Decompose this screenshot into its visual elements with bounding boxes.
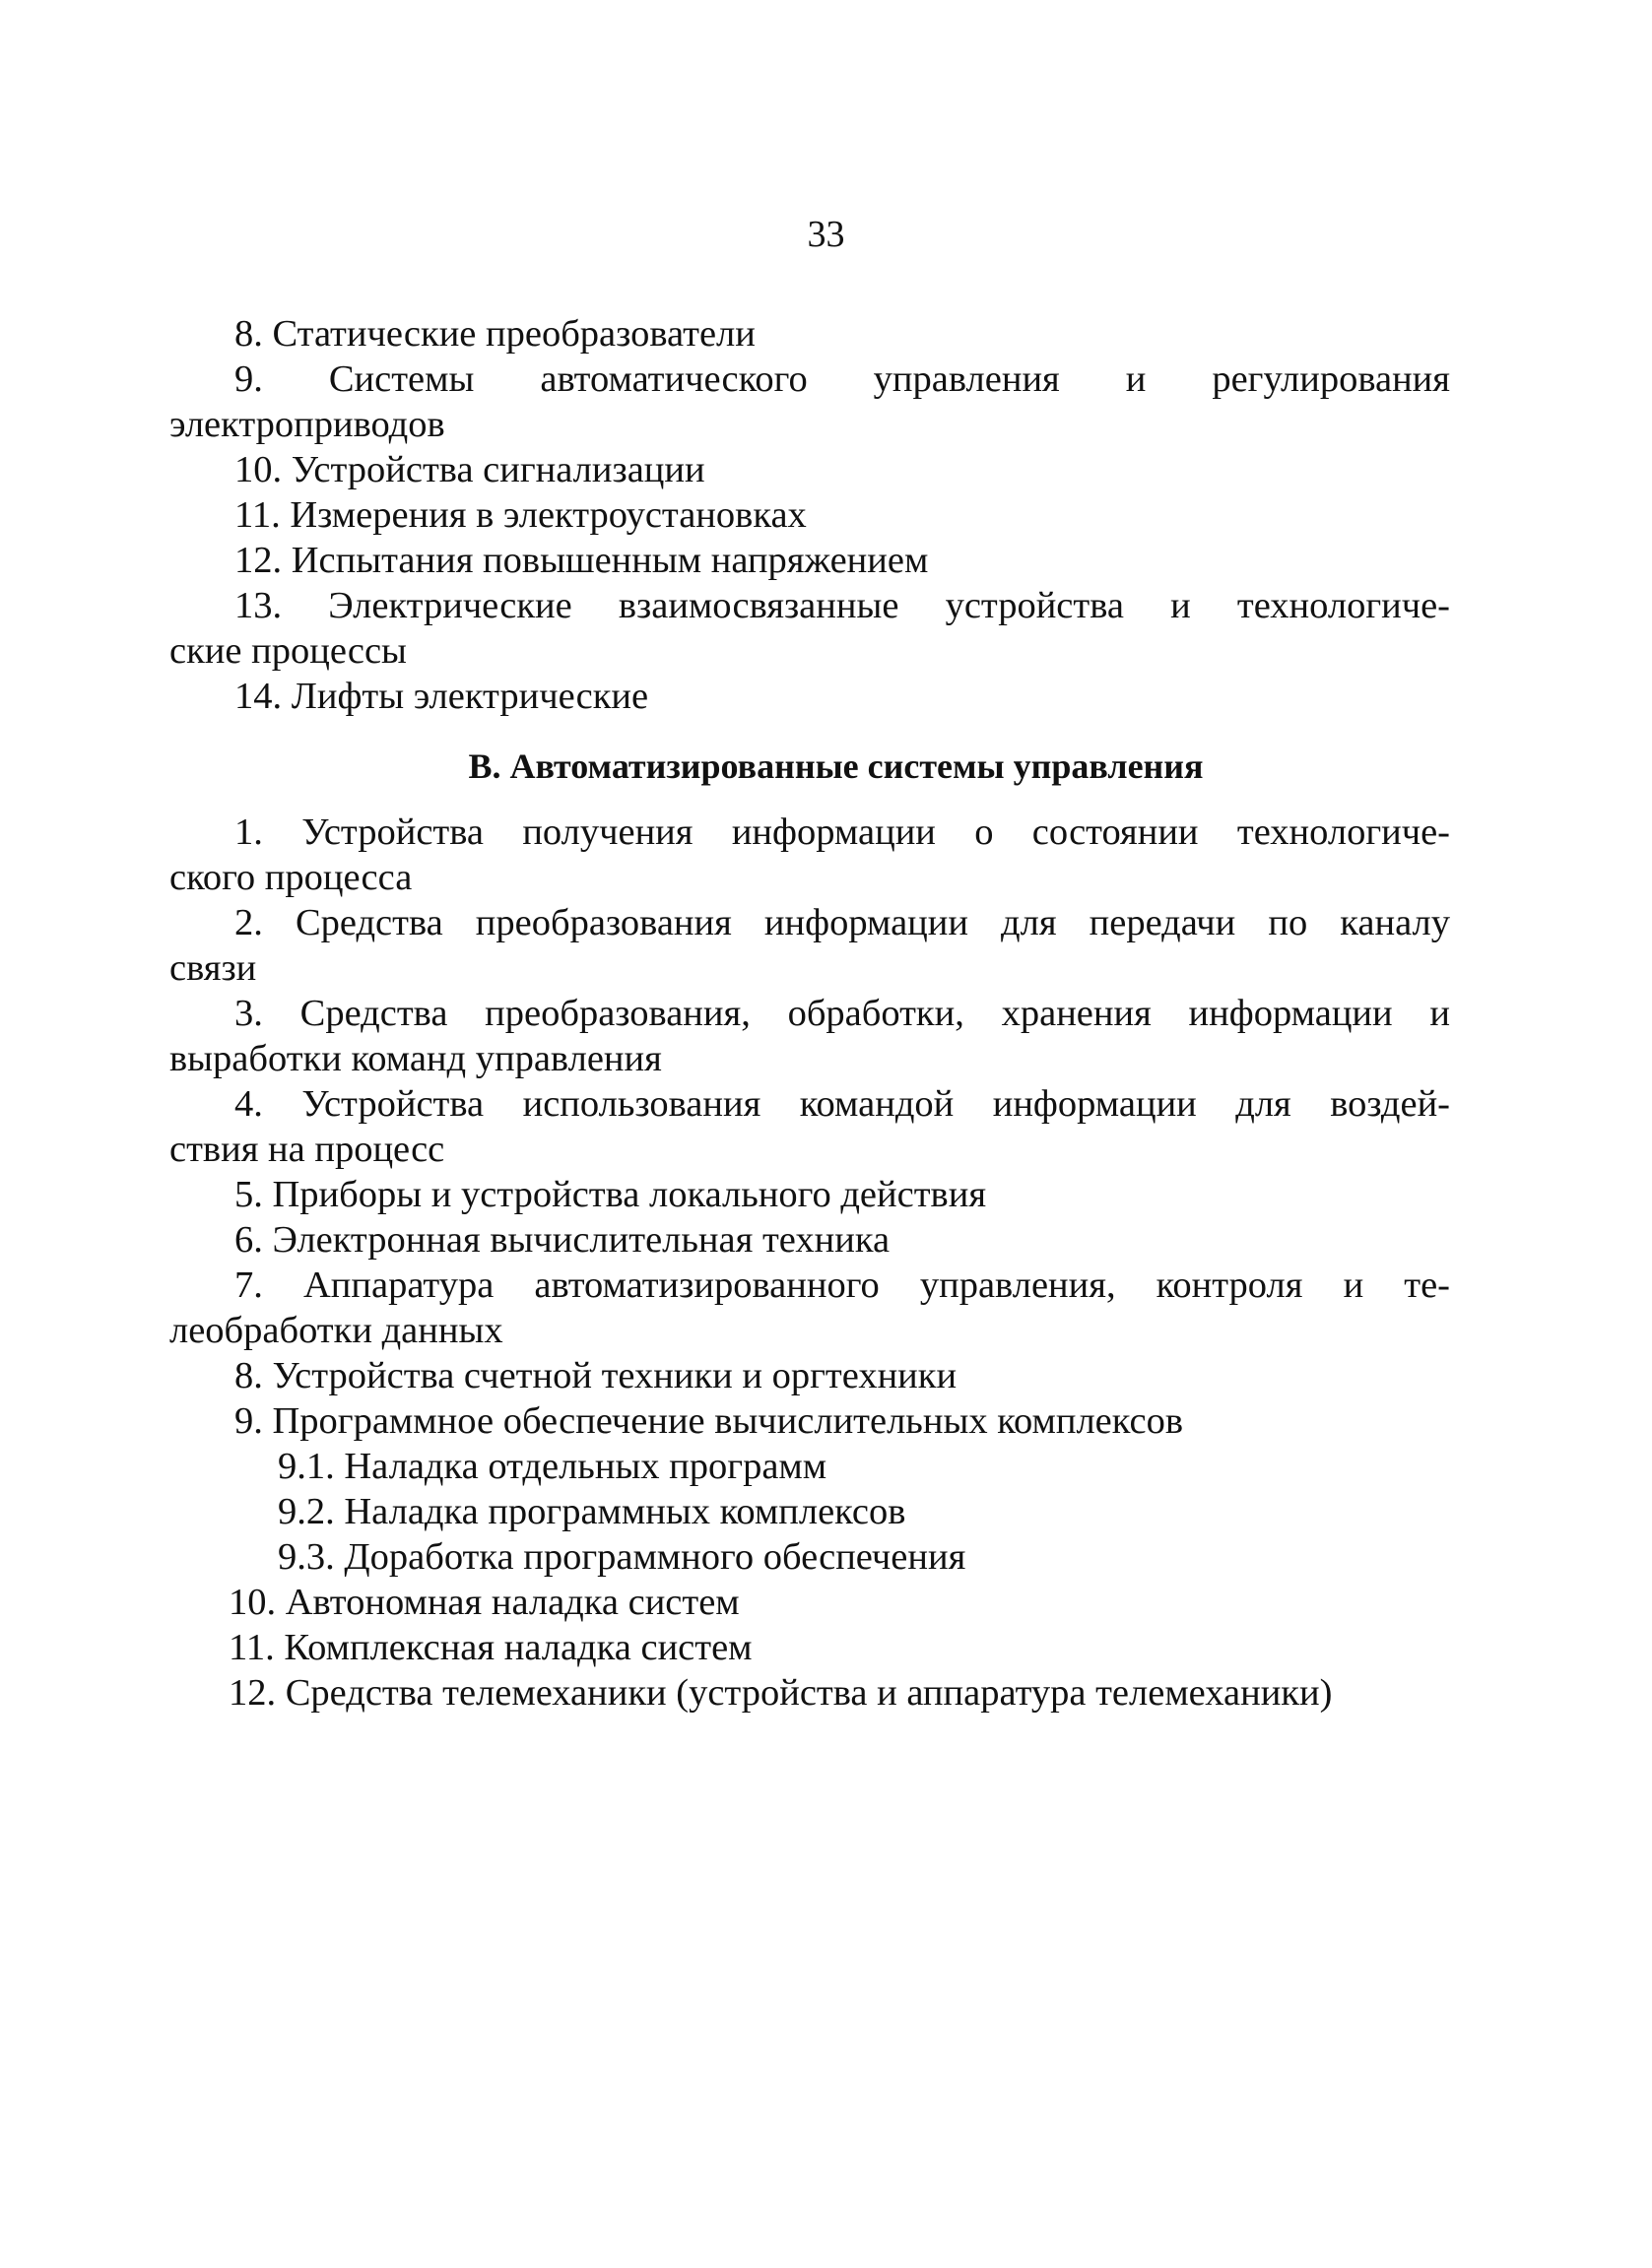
list-item: 14. Лифты электрические — [234, 676, 649, 717]
list-item: 6. Электронная вычислительная техника — [234, 1219, 891, 1261]
sub-list-item: 9.2. Наладка программных комплексов — [278, 1491, 906, 1532]
list-item: 2. Средства преобразования информации для передачи по каналу — [234, 902, 1450, 943]
page-number: 33 — [807, 214, 845, 255]
list-item: 9. Программное обеспечение вычислительных комплексов — [234, 1400, 1184, 1442]
list-item: 8. Устройства счетной техники и оргтехники — [234, 1355, 958, 1396]
list-item: 7. Аппаратура автоматизированного управления, контроля и те- — [234, 1264, 1450, 1306]
list-item-continuation: связи — [169, 947, 257, 989]
list-item: 10. Автономная наладка систем — [229, 1582, 740, 1623]
list-item: 11. Комплексная наладка систем — [229, 1627, 753, 1668]
list-item: 11. Измерения в электроустановках — [234, 494, 807, 536]
list-item: 9. Системы автоматического управления и регулирования — [234, 358, 1450, 400]
list-item: 5. Приборы и устройства локального действия — [234, 1174, 987, 1215]
list-item-continuation: ского процесса — [169, 857, 413, 898]
section-heading: В. Автоматизированные системы управления — [468, 746, 1204, 786]
sub-list-item: 9.3. Доработка программного обеспечения — [278, 1536, 966, 1578]
list-item-continuation: ствия на процесс — [169, 1129, 445, 1170]
list-item: 12. Испытания повышенным напряжением — [234, 540, 929, 581]
list-item: 8. Статические преобразователи — [234, 313, 756, 355]
list-section-b — [169, 810, 1450, 1716]
list-item-continuation: выработки команд управления — [169, 1038, 662, 1079]
list-item: 3. Средства преобразования, обработки, хранения информации и — [234, 993, 1450, 1034]
list-item: 12. Средства телемеханики (устройства и аппаратура телемеханики) — [229, 1672, 1333, 1714]
list-item-continuation: электроприводов — [169, 404, 445, 445]
list-item: 1. Устройства получения информации о состоянии технологиче- — [234, 811, 1450, 853]
list-item-continuation: ские процессы — [169, 630, 407, 672]
list-item: 10. Устройства сигнализации — [234, 449, 705, 490]
sub-list-item: 9.1. Наладка отдельных программ — [278, 1446, 827, 1487]
list-item: 4. Устройства использования командой информации для воздей- — [234, 1083, 1450, 1125]
list-item: 13. Электрические взаимосвязанные устройства и технологиче- — [234, 585, 1450, 626]
list-section-continued — [169, 311, 1450, 719]
list-item-continuation: леобработки данных — [169, 1310, 503, 1351]
